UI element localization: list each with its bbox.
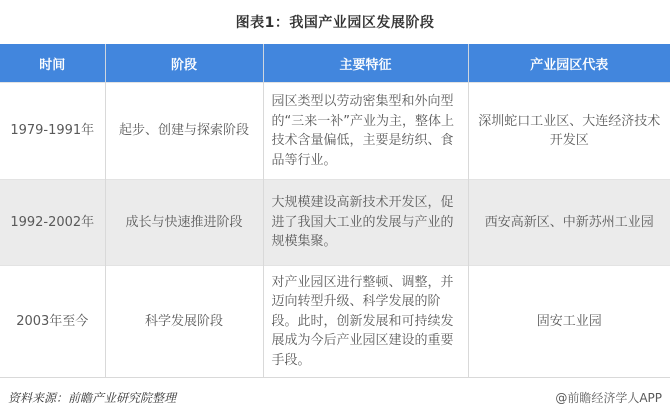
cell-features: 园区类型以劳动密集型和外向型的“三来一补”产业为主，整体上技术含量偏低，主要是纺织、食品等行业。 [263, 83, 468, 180]
watermark: @前瞻经济学人APP [555, 391, 662, 405]
cell-stage: 科学发展阶段 [105, 266, 263, 378]
figure-title: 图表1：我国产业园区发展阶段 [235, 15, 435, 31]
table-row [0, 180, 670, 266]
table-row [0, 83, 670, 180]
cell-representatives: 西安高新区、中新苏州工业园 [468, 180, 670, 266]
cell-time: 1979-1991年 [0, 83, 105, 180]
table-row [0, 266, 670, 378]
cell-stage: 起步、创建与探索阶段 [105, 83, 263, 180]
title-bar [0, 0, 670, 44]
source-note: 资料来源：前瞻产业研究院整理 [8, 391, 177, 405]
cell-time: 2003年至今 [0, 266, 105, 378]
cell-representatives: 深圳蛇口工业区、大连经济技术开发区 [468, 83, 670, 180]
development-stages-table [0, 44, 670, 378]
column-header-representatives: 产业园区代表 [468, 44, 670, 83]
cell-features: 对产业园区进行整顿、调整，并迈向转型升级、科学发展的阶段。此时，创新发展和可持续发展成为今后产业园区建设的重要手段。 [263, 266, 468, 378]
cell-time: 1992-2002年 [0, 180, 105, 266]
column-header-features: 主要特征 [263, 44, 468, 83]
header-row [0, 44, 670, 83]
cell-stage: 成长与快速推进阶段 [105, 180, 263, 266]
column-header-stage: 阶段 [105, 44, 263, 83]
footer [0, 377, 670, 418]
cell-features: 大规模建设高新技术开发区，促进了我国大工业的发展与产业的规模集聚。 [263, 180, 468, 266]
cell-representatives: 固安工业园 [468, 266, 670, 378]
column-header-time: 时间 [0, 44, 105, 83]
